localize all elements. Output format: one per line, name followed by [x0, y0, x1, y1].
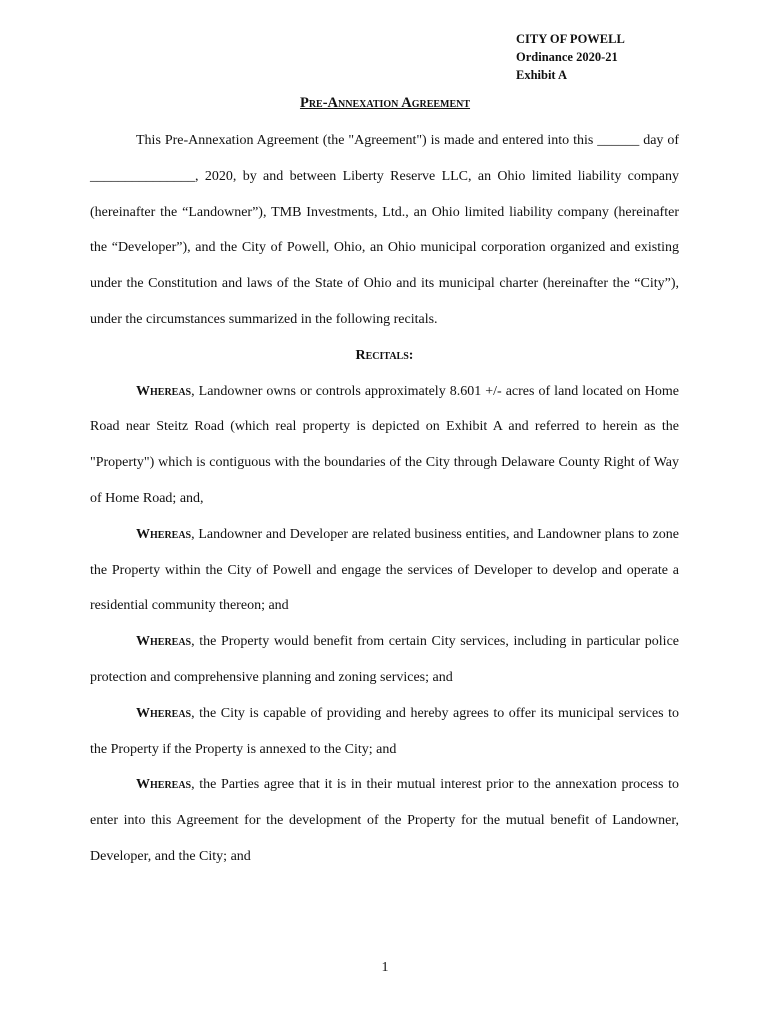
- recital-text: , Landowner and Developer are related business entities, and Landowner plans to zone the Property within the City of Powell and engage the services of Developer to develop and operate a residential community thereon; and: [90, 526, 679, 614]
- recital-paragraph: [90, 696, 679, 768]
- recital-text: , the City is capable of providing and hereby agrees to offer its municipal services to the Property if the Property is annexed to the City; and: [90, 705, 679, 757]
- recitals-heading: [90, 338, 679, 374]
- page-number: 1: [381, 960, 389, 975]
- recitals-heading-colon: :: [408, 347, 414, 363]
- whereas-label: Whereas: [136, 526, 192, 542]
- document-body: [90, 123, 679, 875]
- whereas-label: Whereas: [136, 634, 192, 650]
- document-header: [516, 30, 716, 84]
- recital-text: , the Property would benefit from certain City services, including in particular police protection and comprehensive planning and zoning services; and: [90, 634, 679, 685]
- header-exhibit: Exhibit A: [516, 68, 568, 82]
- whereas-label: Whereas: [136, 383, 192, 399]
- recital-paragraph: [90, 767, 679, 874]
- recitals-heading-text: Recitals: [355, 347, 409, 363]
- header-city: CITY OF POWELL: [516, 32, 625, 46]
- header-ordinance: Ordinance 2020-21: [516, 50, 618, 64]
- document-title: Pre-Annexation Agreement: [299, 95, 471, 111]
- recital-text: , Landowner owns or controls approximately 8.601 +/- acres of land located on Home Road near Steitz Road (which real property is depicted on Exhibit A and referred to herein as the "Property") which is contiguous with the boundaries of the City through Delaware County Right of Way of Home Road; and,: [90, 383, 679, 506]
- recital-paragraph: [90, 374, 679, 517]
- recital-text: , the Parties agree that it is in their mutual interest prior to the annexation process to enter into this Agreement for the development of the Property for the mutual benefit of Landowner, Developer, and the City; and: [90, 777, 679, 864]
- intro-paragraph: This Pre-Annexation Agreement (the "Agreement") is made and entered into this ______ day of _______________, 2020, by and between Liberty Reserve LLC, an Ohio limited liability company (hereinafter the “Landowner”), TMB Investments, Ltd., an Ohio limited liability company (hereinafter the “Developer”), and the City of Powell, Ohio, an Ohio municipal corporation organized and existing under the Constitution and laws of the State of Ohio and its municipal charter (hereinafter the “City”), under the circumstances summarized in the following recitals.: [90, 133, 679, 327]
- whereas-label: Whereas: [136, 777, 192, 793]
- whereas-label: Whereas: [136, 705, 192, 721]
- recital-paragraph: [90, 624, 679, 696]
- recital-paragraph: [90, 517, 679, 624]
